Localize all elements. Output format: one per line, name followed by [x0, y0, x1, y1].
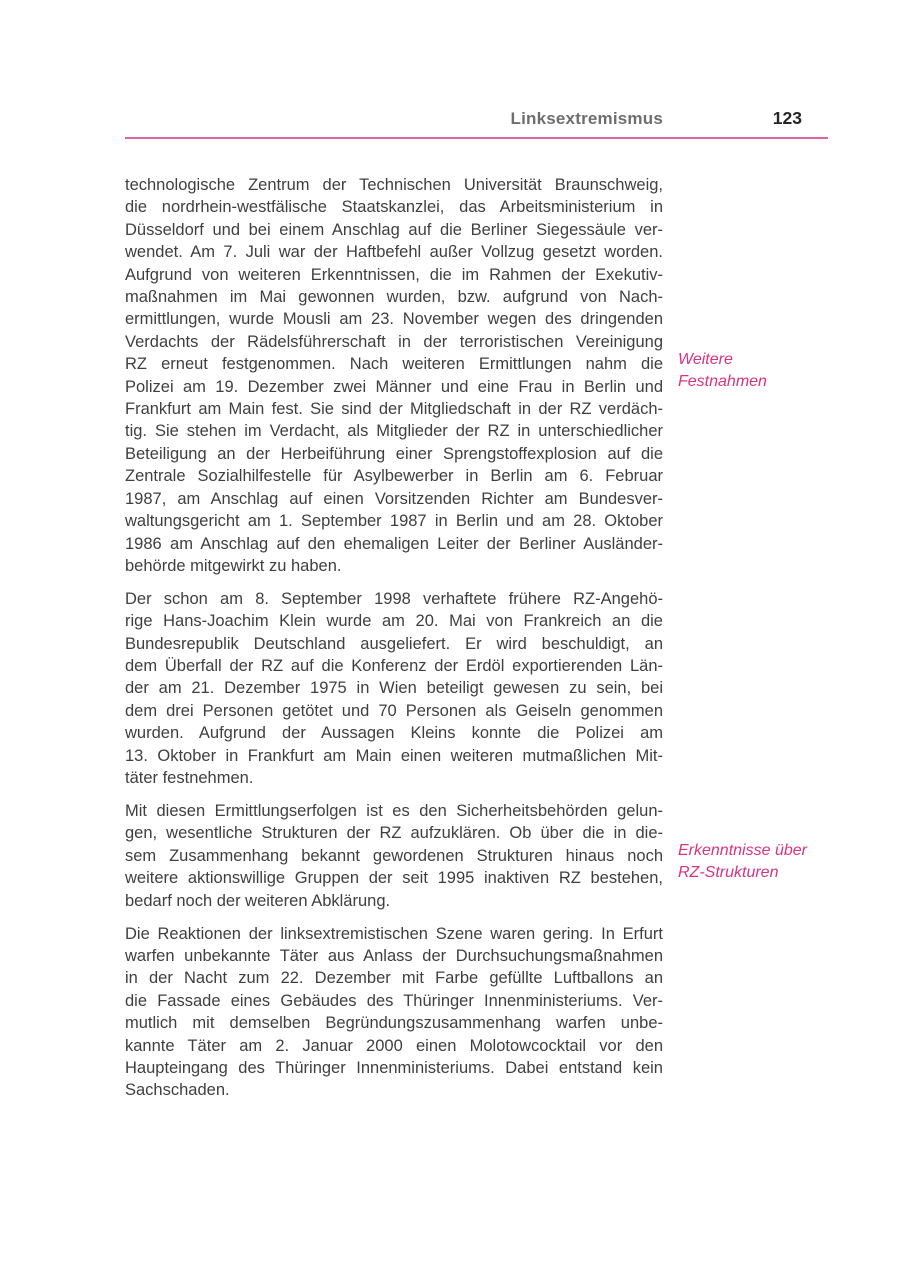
text-line: in der Nacht zum 22. Dezember mit Farbe gefüllte Luftballons an	[125, 969, 663, 988]
text-line: täter festnehmen.	[125, 769, 254, 788]
text-line: dem drei Personen getötet und 70 Personen als Geiseln genommen	[125, 701, 663, 720]
margin-note-line: Weitere	[678, 351, 733, 368]
text-line: Bundesrepublik Deutschland ausgeliefert. Er wird beschuldigt, an	[125, 634, 663, 653]
text-line: Sachschaden.	[125, 1081, 230, 1100]
text-line: Polizei am 19. Dezember zwei Männer und eine Frau in Berlin und	[125, 377, 663, 396]
text-line: Beteiligung an der Herbeiführung einer Sprengstoffexplosion auf die	[125, 444, 663, 463]
text-line: wurden. Aufgrund der Aussagen Kleins konnte die Polizei am	[125, 724, 663, 743]
text-line: behörde mitgewirkt zu haben.	[125, 556, 342, 575]
text-line: waltungsgericht am 1. September 1987 in Berlin und am 28. Oktober	[125, 512, 663, 531]
text-line: Der schon am 8. September 1998 verhaftete frühere RZ-Angehö-	[125, 589, 663, 608]
text-line: sem Zusammenhang bekannt gewordenen Strukturen hinaus noch	[125, 846, 663, 865]
page-number: 123	[772, 108, 802, 128]
text-line: Aufgrund von weiteren Erkenntnissen, die im Rahmen der Exekutiv-	[125, 265, 663, 284]
margin-note-weitere-festnahmen	[678, 349, 838, 394]
text-line: Verdachts der Rädelsführerschaft in der terroristischen Vereinigung	[125, 332, 663, 351]
paragraph	[125, 800, 663, 912]
text-line: der am 21. Dezember 1975 in Wien beteiligt gewesen zu sein, bei	[125, 679, 663, 698]
text-line: dem Überfall der RZ auf die Konferenz der Erdöl exportierenden Län-	[125, 657, 663, 676]
text-line: kannte Täter am 2. Januar 2000 einen Molotowcocktail vor den	[125, 1036, 663, 1055]
text-line: Mit diesen Ermittlungserfolgen ist es den Sicherheitsbehörden gelun-	[125, 801, 663, 820]
text-line: 1986 am Anschlag auf den ehemaligen Leiter der Berliner Ausländer-	[125, 534, 663, 553]
page-header	[125, 108, 828, 129]
text-line: technologische Zentrum der Technischen Universität Braunschweig,	[125, 176, 663, 194]
text-line: Düsseldorf und bei einem Anschlag auf die Berliner Siegessäule ver-	[125, 220, 663, 239]
text-line: ermittlungen, wurde Mousli am 23. November wegen des dringenden	[125, 310, 663, 329]
text-line: die nordrhein-westfälische Staatskanzlei, das Arbeitsministerium in	[125, 198, 663, 217]
paragraph	[125, 923, 663, 1102]
section-title: Linksextremismus	[510, 109, 663, 128]
margin-note-line: RZ-Strukturen	[678, 864, 779, 882]
margin-note-erkenntnisse-rz-strukturen	[678, 840, 838, 885]
text-line: 1987, am Anschlag auf einen Vorsitzenden Richter am Bundesver-	[125, 489, 663, 508]
text-line: mutlich mit demselben Begründungszusammenhang warfen unbe-	[125, 1014, 663, 1033]
margin-note-line: Festnahmen	[678, 373, 767, 391]
text-line: Zentrale Sozialhilfestelle für Asylbewerber in Berlin am 6. Februar	[125, 467, 663, 486]
text-line: wendet. Am 7. Juli war der Haftbefehl außer Vollzug gesetzt worden.	[125, 243, 663, 262]
text-line: tig. Sie stehen im Verdacht, als Mitglieder der RZ in unterschiedlicher	[125, 422, 663, 441]
text-line: Frankfurt am Main fest. Sie sind der Mitgliedschaft in der RZ verdäch-	[125, 400, 663, 419]
text-line: rige Hans-Joachim Klein wurde am 20. Mai von Frankreich an die	[125, 612, 663, 631]
header-rule	[125, 137, 828, 139]
text-line: weitere aktionswillige Gruppen der seit 1995 inaktiven RZ bestehen,	[125, 869, 663, 888]
paragraph	[125, 588, 663, 790]
text-line: warfen unbekannte Täter aus Anlass der Durchsuchungsmaßnahmen	[125, 946, 663, 965]
paragraph	[125, 174, 663, 577]
text-line: maßnahmen im Mai gewonnen wurden, bzw. aufgrund von Nach-	[125, 288, 663, 307]
text-line: gen, wesentliche Strukturen der RZ aufzuklären. Ob über die in die-	[125, 824, 663, 843]
text-line: Haupteingang des Thüringer Innenministeriums. Dabei entstand kein	[125, 1058, 663, 1077]
body-paragraphs	[125, 174, 663, 1112]
text-line: die Fassade eines Gebäudes des Thüringer Innenministeriums. Ver-	[125, 991, 663, 1010]
text-line: Die Reaktionen der linksextremistischen Szene waren gering. In Erfurt	[125, 924, 663, 943]
text-line: 13. Oktober in Frankfurt am Main einen weiteren mutmaßlichen Mit-	[125, 746, 663, 765]
margin-note-line: Erkenntnisse über	[678, 842, 807, 859]
text-line: bedarf noch der weiteren Abklärung.	[125, 891, 391, 910]
text-line: RZ erneut festgenommen. Nach weiteren Ermittlungen nahm die	[125, 355, 663, 374]
